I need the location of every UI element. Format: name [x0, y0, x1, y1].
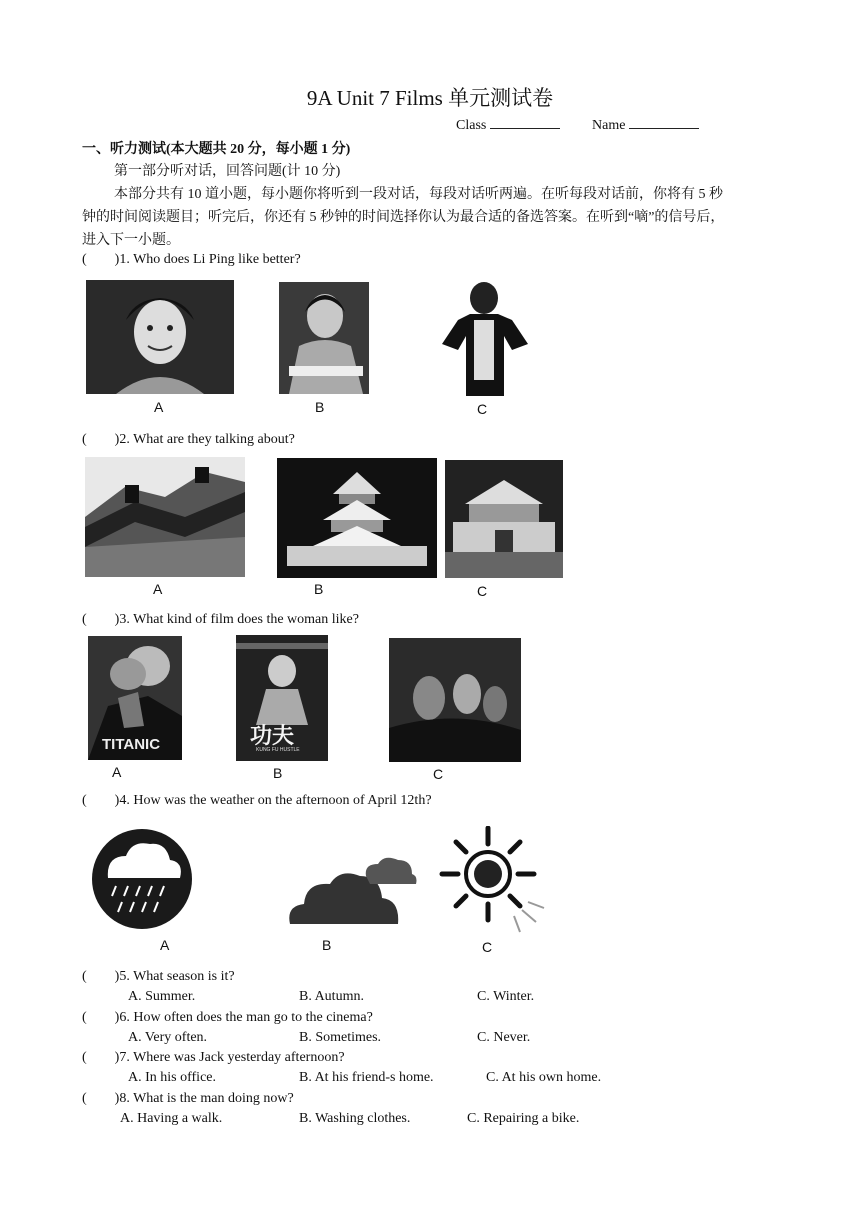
q7-option-c[interactable]: C. At his own home.	[486, 1070, 602, 1085]
answer-bracket[interactable]: (	[82, 252, 87, 267]
class-field[interactable]	[456, 116, 560, 134]
instructions-line-3: 进入下一小题。	[82, 233, 180, 248]
q1-image-b-man-writing	[279, 282, 369, 394]
question-4: ( )4. How was the weather on the afternoon of April 12th?	[82, 793, 432, 808]
answer-bracket[interactable]: (	[82, 1050, 87, 1065]
q7-option-a[interactable]: A. In his office.	[128, 1070, 216, 1085]
question-7: ( )7. Where was Jack yesterday afternoon?	[82, 1050, 345, 1065]
q5-option-a[interactable]: A. Summer.	[128, 989, 196, 1004]
answer-bracket[interactable]: (	[82, 793, 87, 808]
question-text: 2. What are they talking about?	[119, 432, 295, 447]
q1-label-c: C	[477, 401, 488, 417]
answer-bracket[interactable]: (	[82, 612, 87, 627]
question-6: ( )6. How often does the man go to the cinema?	[82, 1010, 373, 1025]
question-text: 8. What is the man doing now?	[119, 1091, 294, 1106]
q2-image-c-tiananmen	[445, 460, 563, 578]
answer-bracket[interactable]: (	[82, 1010, 87, 1025]
question-5: ( )5. What season is it?	[82, 969, 235, 984]
instructions-line-2: 钟的时间阅读题目；听完后，你还有 5 秒钟的时间选择你认为最合适的备选答案。在听到“嘀”的信号后，	[82, 210, 725, 225]
q8-option-c[interactable]: C. Repairing a bike.	[467, 1111, 580, 1126]
q2-label-c: C	[477, 583, 488, 599]
q2-image-b-temple-of-heaven	[277, 458, 437, 578]
class-blank[interactable]	[490, 116, 560, 129]
question-8: ( )8. What is the man doing now?	[82, 1091, 294, 1106]
section-heading: 一、听力测试(本大题共 20 分，每小题 1 分)	[82, 142, 351, 157]
titanic-poster-title: TITANIC	[102, 736, 161, 753]
q5-option-c[interactable]: C. Winter.	[477, 989, 535, 1004]
answer-bracket[interactable]: (	[82, 1091, 87, 1106]
question-text: 7. Where was Jack yesterday afternoon?	[119, 1050, 345, 1065]
q2-label-b: B	[314, 581, 324, 597]
q4-label-a: A	[160, 937, 170, 953]
question-3: ( )3. What kind of film does the woman like?	[82, 612, 359, 627]
question-1: ( )1. Who does Li Ping like better?	[82, 252, 301, 267]
q4-image-b-cloud-icon	[286, 854, 418, 930]
name-blank[interactable]	[629, 116, 699, 129]
q2-image-a-great-wall	[85, 457, 245, 577]
q4-image-c-sun-icon	[436, 826, 548, 936]
class-label: Class	[456, 118, 487, 133]
q3-image-b-kung-fu-hustle-poster	[236, 635, 328, 761]
part-heading: 第一部分听对话，回答问题(计 10 分)	[114, 164, 341, 179]
q8-option-a[interactable]: A. Having a walk.	[120, 1111, 223, 1126]
name-field[interactable]	[592, 116, 699, 134]
question-text: 6. How often does the man go to the cinema?	[119, 1010, 373, 1025]
q6-option-a[interactable]: A. Very often.	[128, 1030, 208, 1045]
q1-image-c-kung-fu-man	[438, 280, 532, 396]
answer-bracket[interactable]: (	[82, 432, 87, 447]
q6-option-b[interactable]: B. Sometimes.	[299, 1030, 382, 1045]
kung-fu-poster-subtitle: KUNG FU HUSTLE	[256, 747, 300, 753]
question-text: 5. What season is it?	[119, 969, 235, 984]
kung-fu-poster-title: 功夫	[250, 724, 295, 749]
question-text: 3. What kind of film does the woman like?	[119, 612, 359, 627]
question-text: 4. How was the weather on the afternoon of April 12th?	[119, 793, 432, 808]
q4-label-b: B	[322, 937, 332, 953]
q1-image-a-actress	[86, 280, 234, 394]
name-label: Name	[592, 118, 626, 133]
q1-label-a: A	[154, 399, 164, 415]
q2-label-a: A	[153, 581, 163, 597]
q5-option-b[interactable]: B. Autumn.	[299, 989, 364, 1004]
q6-option-c[interactable]: C. Never.	[477, 1030, 531, 1045]
page-title: 9A Unit 7 Films 单元测试卷	[306, 86, 554, 110]
answer-bracket[interactable]: (	[82, 969, 87, 984]
question-2: ( )2. What are they talking about?	[82, 432, 295, 447]
q3-image-a-titanic-poster	[88, 636, 182, 760]
question-text: 1. Who does Li Ping like better?	[119, 252, 301, 267]
q3-image-c-horror-scene	[389, 638, 521, 762]
instructions-line-1: 本部分共有 10 道小题，每小题你将听到一段对话，每段对话听两遍。在听每段对话前，你将有 5 秒	[114, 187, 723, 202]
q4-label-c: C	[482, 939, 493, 955]
q7-option-b[interactable]: B. At his friend-s home.	[299, 1070, 434, 1085]
q8-option-b[interactable]: B. Washing clothes.	[299, 1111, 411, 1126]
q3-label-a: A	[112, 764, 122, 780]
q4-image-a-rain-icon	[90, 826, 194, 932]
q3-label-b: B	[273, 765, 283, 781]
q3-label-c: C	[433, 766, 444, 782]
q1-label-b: B	[315, 399, 325, 415]
